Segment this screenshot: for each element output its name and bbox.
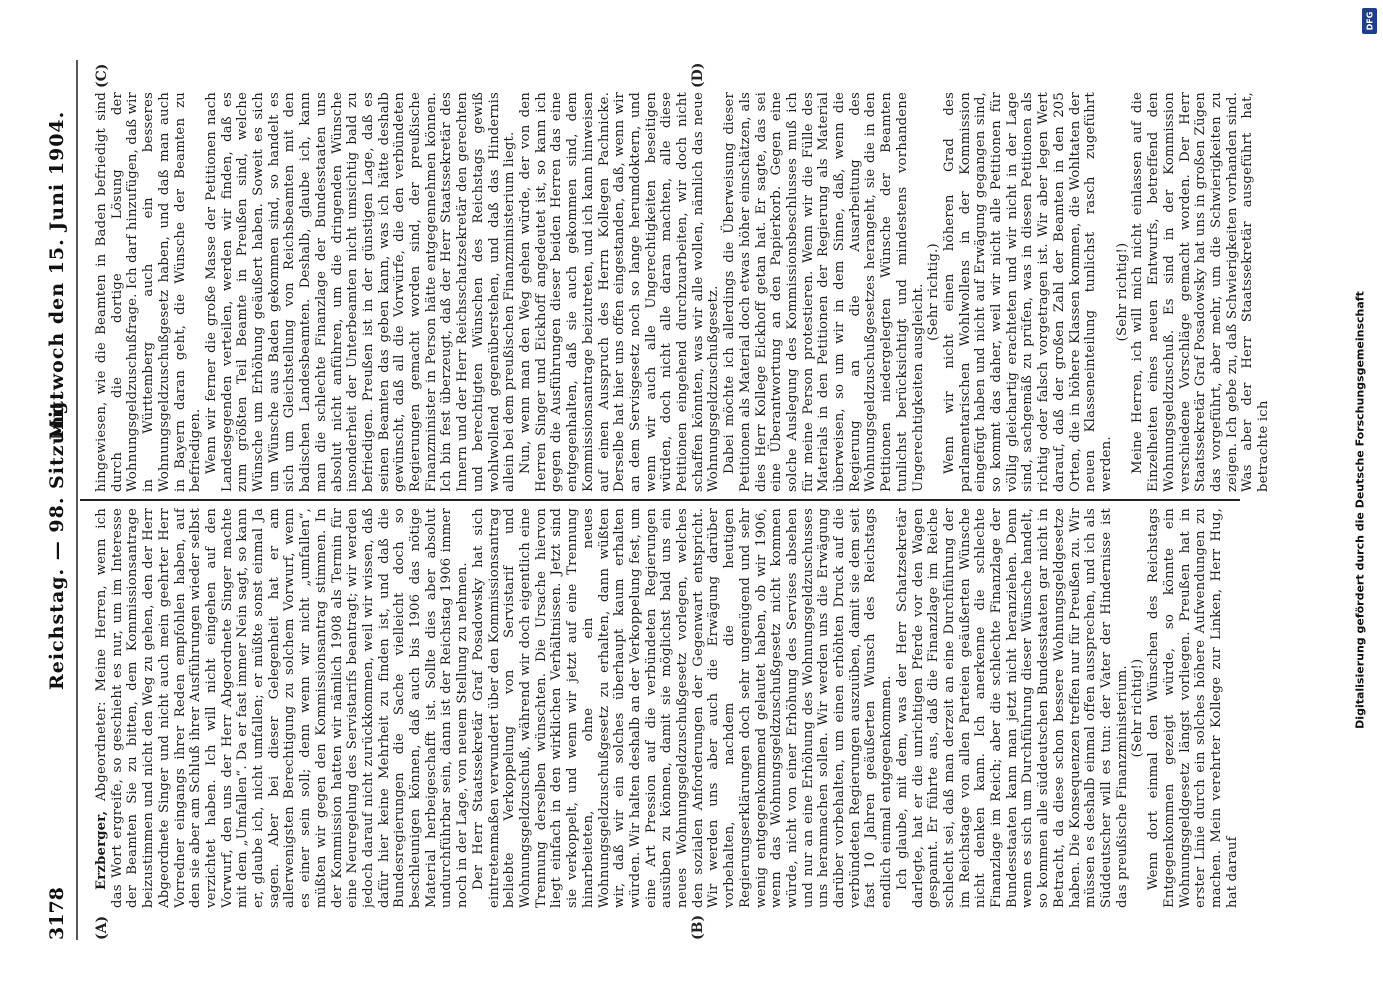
page-number: 3178 <box>46 887 68 940</box>
paragraph: hingewiesen, wie die Beamten in Baden befriedigt sind durch die dortige Lösung der Wohnungsgeldzuschußfrage. Ich darf hinzufügen, daß wir in Württemberg auch ein besseres Wohnungsgeldzuschußgesetz haben, und daß man auch in Bayern daran geht, die Wünsche der Beamten zu befriedigen. <box>94 92 204 492</box>
margin-marker-b: (B) <box>690 914 706 940</box>
interjection: (Sehr richtig!) <box>1130 658 1146 758</box>
paragraph: Meine Herren, ich will mich nicht einlassen auf die Einzelheiten eines neuen Entwurfs, betreffend den Wohnungsgeldzuschuß. Es sind in der Kommission verschiedene Vorschläge gemacht worden. Der Herr Staatssekretär Graf Posadowsky hat uns in großen Zügen das vorgeführt, aber mehr, um die Schwierigkeiten zu zeigen. Ich gebe zu, daß Schwierigkeiten vorhanden sind. Was aber der Herr Staatssekretär ausgeführt hat, betrachte ich <box>1130 92 1272 492</box>
interjection: (Sehr richtig!) <box>1114 242 1130 342</box>
paragraph: Wenn wir ferner die große Masse der Petitionen nach Landesgegenden verteilen, werden wir finden, daß es zum größten Teil Beamte in Preußen sind, welche Wünsche um Erhöhung geäußert haben. Soweit es sich um Wünsche aus Baden gekommen sind, so handelt es sich um Gleichstellung von Reichsbeamten mit den badischen Landesbeamten. Deshalb, glaube ich, kann man die schlechte Finanzlage der Bundesstaaten uns absolut nicht anführen, um die dringenden Wünsche insonderheit der Unterbeamten nicht umsichtig bald zu befriedigen. Preußen ist in der günstigen Lage, daß es seinen Beamten das geben kann, was ich hätte deshalb gewünscht, daß all die Vorwürfe, die den verbündeten Regierungen gemacht worden sind, der preußische Finanzminister in Person hätte entgegennehmen können. Ich bin fest überzeugt, daß der Herr Staatssekretär des Innern und der Herr Reichsschatzsekretär den gerechten und berechtigten Wünschen des Reichstags gewiß wohlwollend gegenüberstehen, und daß das Hindernis allein bei dem preußischen Finanzministerium liegt. <box>203 92 518 492</box>
right-text-column <box>94 92 1334 492</box>
margin-marker-d: (D) <box>690 62 706 88</box>
header-rule <box>75 60 79 940</box>
digitization-credit <box>1346 10 1374 990</box>
digitization-credit-text: Digitalisierung gefördert durch die Deutsche Forschungsgemeinschaft <box>1353 291 1367 729</box>
paragraph: Nun, wenn man den Weg gehen würde, der von den Herren Singer und Eickhoff angedeutet ist, so kann ich gegen die Ausführungen dieser beiden Herren das eine entgegenhalten, daß sie auch gekommen sind, dem Kommissionsantrage beizutreten, und ich kann hinweisen auf einen Ausspruch des Herrn Kollegen Pachnicke. Derselbe hat hier uns offen eingestanden, daß, wenn wir an dem Servisgesetz noch so lange herumdoktern, und wenn wir auch alle Ungerechtigkeiten beseitigen würden, doch nicht alle daran machten, alle diese Petitionen eingehend durchzuarbeiten, wir doch nicht schaffen könnten, was wir alle wollen, nämlich das neue Wohnungsgeldzuschußgesetz. <box>517 92 722 492</box>
paragraph-text: Abgeordneter: Meine Herren, wenn ich das Wort ergreife, so geschieht es nur, um im Interesse der Beamten Sie zu bitten, dem Kommissionsantrage beizustimmen und nicht den Weg zu gehen, den der Herr Abgeordnete Singer und nicht auch mein geehrter Herr Vorredner eingangs ihrer Reden empfohlen haben, auf den sie aber am Schluß ihrer Ausführungen wieder selbst verzichtet haben. Ich will nicht eingehen auf den Vorwurf, den uns der Herr Abgeordnete Singer machte mit dem „Umfallen“. Da er fast immer Nein sagt, so kann er, glaube ich, nicht umfallen; er müßte sonst einmal Ja sagen. Aber bei dieser Gelegenheit hat er am allerwenigsten Berechtigung zu solchem Vorwurf, wenn es einer sein soll; denn wenn wir nicht „umfallen“, müßten wir gegen den Kommissionsantrag stimmen. In der Kommission hatten wir nämlich 1908 als Termin für eine Neuregelung des Servistarifs beantragt; wir werden jedoch darauf nicht zurückkommen, weil wir wissen, daß dafür hier keine Mehrheit zu finden ist, und daß die Bundesregierungen die Sache vielleicht doch so beschleunigen können, daß auch bis 1906 das nötige Material herbeigeschafft ist. Sollte dies aber absolut undurchführbar sein, dann ist der Reichstag 1906 immer noch in der Lage, von neuem Stellung zu nehmen. <box>94 508 471 908</box>
margin-marker-a: (A) <box>94 915 110 940</box>
paragraph <box>94 508 471 908</box>
session-date: Mittwoch den 15. Juni 1904. <box>46 110 68 440</box>
paragraph: Dabei möchte ich allerdings die Überweisung dieser Petitionen als Material doch etwas höher einschätzen, als dies Herr Kollege Eickhoff getan hat. Er sagte, das sei eine Überantwortung an den Papierkorb. Gegen eine solche Auslegung des Kommissionsbeschlusses muß ich für meine Person protestieren. Wenn wir die Fülle des Materials in den Petitionen der Regierung als Material überweisen, so um wir in dem Sinne, daß, wenn die Regierung an die Ausarbeitung des Wohnungsgeldzuschußgesetzes herangeht, sie die in den Petitionen niedergelegten Wünsche der Beamten tunlichst berücksichtigt und mindestens vorhandene Ungerechtigkeiten ausgleicht. <box>722 92 926 492</box>
paragraph: Ich glaube, mit dem, was der Herr Schatzsekretär darlegte, hat er die unrichtigen Pferde vor den Wagen gespannt. Er führte aus, daß die Finanzlage im Reiche schlecht sei, daß man derzeit an eine Durchführung der im Reichstage von allen Parteien geäußerten Wünsche nicht denken kann. Ich anerkenne die schlechte Finanzlage im Reich; aber die schlechte Finanzlage der Bundesstaaten kann man jetzt nicht heranziehen. Denn wenn es sich um Durchführung dieser Wünsche handelt, so kommen alle süddeutschen Bundesstaaten gar nicht in Betracht, da diese schon bessere Wohnungsgeldgesetze haben. Die Konsequenzen treffen nur für Preußen zu. Wir müssen es deshalb einmal offen aussprechen, und ich als Süddeutscher will es tun: der Vater der Hindernisse ist das preußische Finanzministerium. <box>894 508 1130 908</box>
dfg-logo-text: DFG <box>1365 11 1374 31</box>
paragraph: Wenn dort einmal den Wünschen des Reichstags Entgegenkommen gezeigt würde, so könnte ein Wohnungsgeldgesetz längst vorliegen. Preußen hat in erster Linie durch ein solches höhere Aufwendungen zu machen. Mein verehrter Kollege zur Linken, Herr Hug, hat darauf <box>1146 508 1240 908</box>
column-divider <box>80 499 1240 501</box>
paragraph: Wenn wir nicht einen höheren Grad des parlamentarischen Wohlwollens in der Kommission eingefügt haben und nicht auf Erwägung gegangen sind, so kommt das daher, weil wir nicht alle Petitionen für völlig gleichartig erachteten und wir nicht in der Lage sind, sachgemäß zu prüfen, was in diesen Petitionen als richtig oder falsch vorgetragen ist. Wir aber legen Wert darauf, daß der großen Zahl der Beamten in den 205 Orten, die in höhere Klassen kommen, die Wohltaten der neuen Klasseneinteilung tunlichst rasch zugeführt werden. <box>941 92 1114 492</box>
margin-marker-c: (C) <box>94 63 110 88</box>
interjection: (Sehr richtig.) <box>926 243 942 341</box>
speaker-name: Erzberger, <box>94 810 109 890</box>
left-text-column <box>94 508 1334 908</box>
dfg-logo <box>1362 8 1377 34</box>
paragraph: Der Herr Staatssekretär Graf Posadowsky hat sich eintretenmaßen verwundert über den Kommissionsantrag beliebte Verkoppelung von Servistarif und Wohnungsgeldzuschuß, während wir doch eigentlich eine Trennung derselben wünschten. Die Ursache hiervon liegt einfach in den wirklichen Verhältnissen. Jetzt sind sie verkoppelt, und wenn wir jetzt auf eine Trennung hinarbeiteten, ohne ein neues Wohnungsgeldzuschußgesetz zu erhalten, dann wüßten wir, daß wir ein solches überhaupt kaum erhalten würden. Wir halten deshalb an der Verkoppelung fest, um eine Art Pression auf die verbündeten Regierungen ausüben zu können, damit sie möglichst bald uns ein neues Wohnungsgeldzuschußgesetz vorlegen, welches den sozialen Anforderungen der Gegenwart entspricht. Wir werden uns aber auch die Erwägung darüber vorbehalten, nachdem die heutigen Regierungserklärungen doch sehr ungenügend und sehr wenig entgegenkommend gelautet haben, ob wir 1906, wenn das Wohnungsgeldzuschußgesetz nicht kommen würde, nicht von einer Erhöhung des Servises absehen und nur an eine Erhöhung des Wohnungsgeldzuschusses uns heranmachen sollen. Wir werden uns die Erwägung darüber vorbehalten, um einen erhöhten Druck auf die verbündeten Regierungen auszuüben, damit sie dem seit fast 10 Jahren geäußerten Wunsch des Reichstags endlich einmal entgegenkommen. <box>470 508 895 908</box>
page-header <box>38 60 78 940</box>
session-title: Reichstag. — 98. Sitzung. <box>46 392 68 690</box>
